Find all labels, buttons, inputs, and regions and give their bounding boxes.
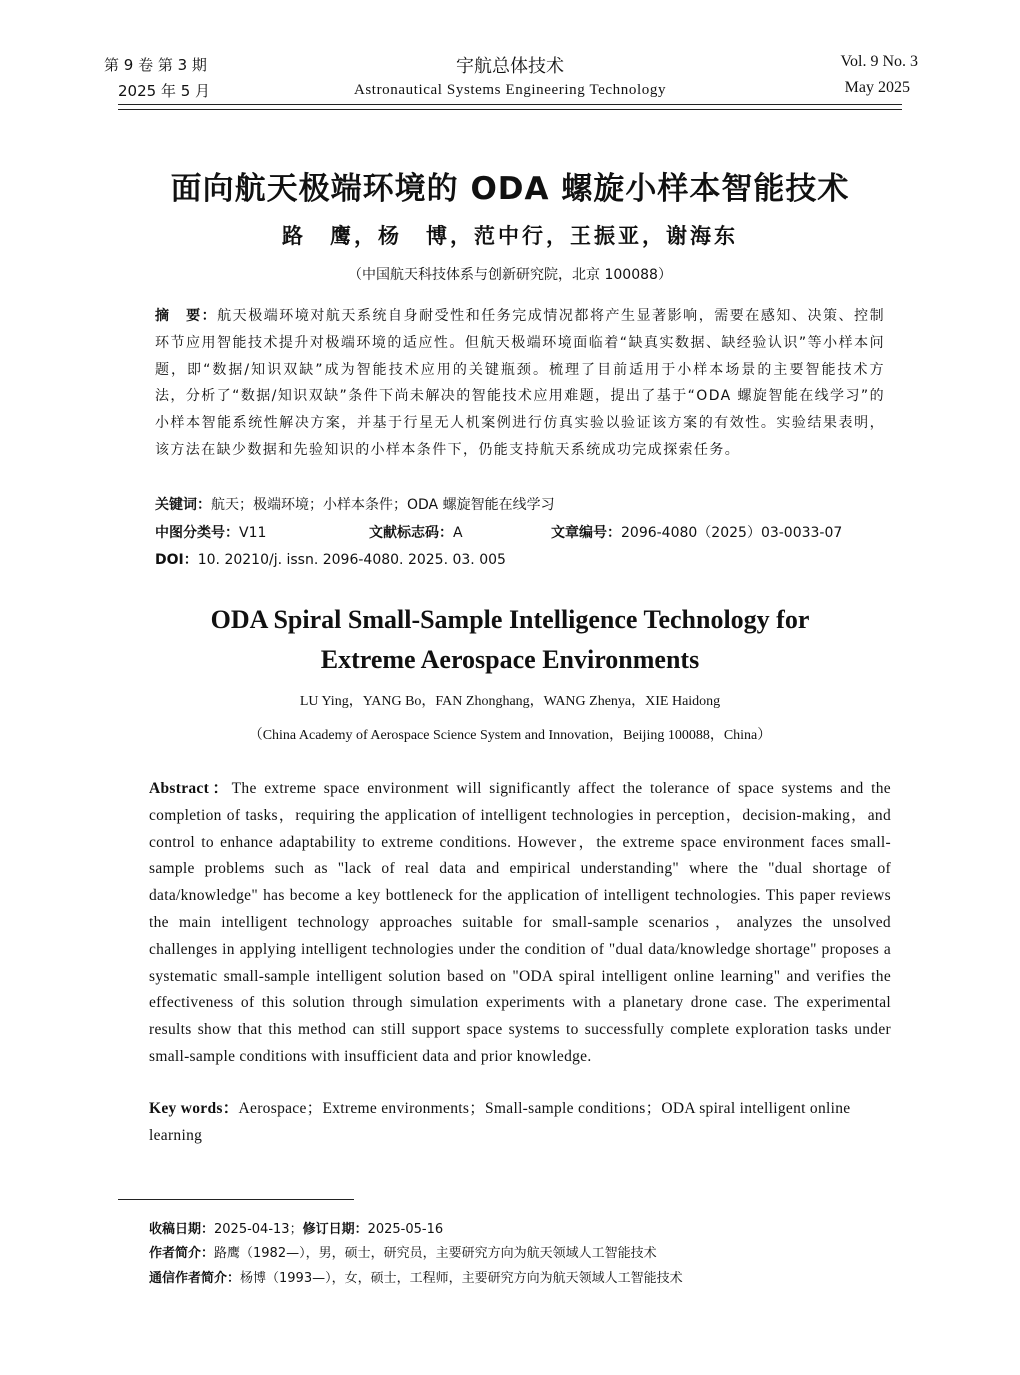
revised-value: 2025-05-16 — [367, 1222, 444, 1237]
keywords-en-label: Key words： — [149, 1100, 239, 1117]
document-code-label: 文献标志码： — [369, 525, 453, 541]
corresponding-author-value: 杨博（1993—），女，硕士，工程师，主要研究方向为航天领域人工智能技术 — [240, 1271, 683, 1286]
footnote-dates — [149, 1218, 443, 1237]
clc-label: 中图分类号： — [155, 525, 239, 541]
date-en: May 2025 — [844, 79, 910, 96]
revised-label: 修订日期： — [302, 1222, 368, 1237]
abstract-cn-text: 航天极端环境对航天系统自身耐受性和任务完成情况都将产生显著影响，需要在感知、决策、控制环节应用智能技术提升对极端环境的适应性。但航天极端环境面临着“缺真实数据、缺经验认识”等小样本问题，即“数据/知识双缺”成为智能技术应用的关键瓶颈。梳理了目前适用于小样本场景的主要智能技术方法，分析了“数据/知识双缺”条件下尚未解决的智能技术应用难题，提出了基于“ODA 螺旋智能在线学习”的小样本智能系统性解决方案，并基于行星无人机案例进行仿真实验以验证该方案的有效性。实验结果表明，该方法在缺少数据和先验知识的小样本条件下，仍能支持航天系统成功完成探索任务。 — [155, 308, 885, 458]
authors-cn: 路 鹰，杨 博，范中行，王振亚，谢海东 — [282, 224, 738, 248]
affiliation-en: （China Academy of Aerospace Science System and Innovation，Beijing 100088，China） — [248, 728, 772, 743]
keywords-en-text: Aerospace；Extreme environments；Small-sample conditions；ODA spiral intelligent online learning — [149, 1100, 851, 1144]
document-code — [369, 522, 463, 542]
abstract-cn — [155, 303, 885, 464]
header-rule-thick — [118, 104, 902, 105]
abstract-en — [149, 776, 891, 1071]
abstract-cn-label: 摘 要： — [155, 308, 218, 324]
paper-title-cn: 面向航天极端环境的 ODA 螺旋小样本智能技术 — [170, 171, 850, 207]
keywords-cn — [155, 494, 555, 514]
footnote-author — [149, 1242, 657, 1261]
article-number — [551, 522, 842, 542]
journal-name-en: Astronautical Systems Engineering Technology — [353, 82, 667, 98]
date-cn: 2025 年 5 月 — [118, 82, 211, 100]
abstract-en-text: The extreme space environment will significantly affect the tolerance of space systems and the completion of tasks，requiring the application of intelligent technologies in perception，decision-making，and control to enhance adaptability to extreme conditions. However，the extreme space environment faces small-sample problems such as "lack of real data and empirical understanding" where the "dual shortage of data/knowledge" has become a key bottleneck for the application of intelligent technologies. This paper reviews the main intelligent technology approaches suitable for small-sample scenarios，analyzes the unsolved challenges in applying intelligent technologies under the condition of "dual data/knowledge shortage" proposes a systematic small-sample intelligent solution based on "ODA spiral intelligent online learning" and verifies the effectiveness of this solution through simulation experiments with a planetary drone case. The experimental results show that this method can still support space systems to successfully complete exploration tasks under small-sample conditions with insufficient data and prior knowledge. — [149, 780, 891, 1065]
received-value: 2025-04-13； — [214, 1222, 303, 1237]
footnote-rule — [118, 1199, 354, 1200]
clc-number — [155, 522, 266, 542]
volume-issue-cn: 第 9 卷 第 3 期 — [104, 56, 207, 74]
author-bio-label: 作者简介： — [149, 1246, 215, 1261]
clc-value: V11 — [239, 525, 267, 541]
keywords-en — [149, 1096, 891, 1150]
received-label: 收稿日期： — [149, 1222, 215, 1237]
authors-en: LU Ying，YANG Bo，FAN Zhonghang，WANG Zhenya，XIE Haidong — [299, 694, 721, 709]
footnote-corresponding — [149, 1267, 683, 1286]
keywords-cn-label: 关键词： — [155, 497, 211, 513]
doi — [155, 549, 506, 569]
header-rule-thin — [118, 109, 902, 110]
paper-title-en — [0, 600, 1020, 680]
volume-issue-en: Vol. 9 No. 3 — [840, 53, 918, 70]
doi-label: DOI： — [155, 552, 198, 568]
doi-value: 10. 20210/j. issn. 2096-4080. 2025. 03. 005 — [197, 552, 506, 568]
article-number-value: 2096-4080（2025）03-0033-07 — [621, 525, 843, 541]
paper-title-en-line2: Extreme Aerospace Environments — [320, 645, 700, 674]
paper-title-en-line1: ODA Spiral Small-Sample Intelligence Technology for — [210, 605, 810, 634]
article-number-label: 文章编号： — [551, 525, 621, 541]
journal-name-cn: 宇航总体技术 — [456, 56, 564, 77]
affiliation-cn: （中国航天科技体系与创新研究院，北京 100088） — [348, 267, 672, 283]
document-code-value: A — [453, 525, 463, 541]
author-bio-value: 路鹰（1982—），男，硕士，研究员，主要研究方向为航天领域人工智能技术 — [214, 1246, 657, 1261]
corresponding-author-label: 通信作者简介： — [149, 1271, 241, 1286]
keywords-cn-text: 航天；极端环境；小样本条件；ODA 螺旋智能在线学习 — [211, 497, 555, 513]
abstract-en-label: Abstract： — [149, 780, 232, 797]
